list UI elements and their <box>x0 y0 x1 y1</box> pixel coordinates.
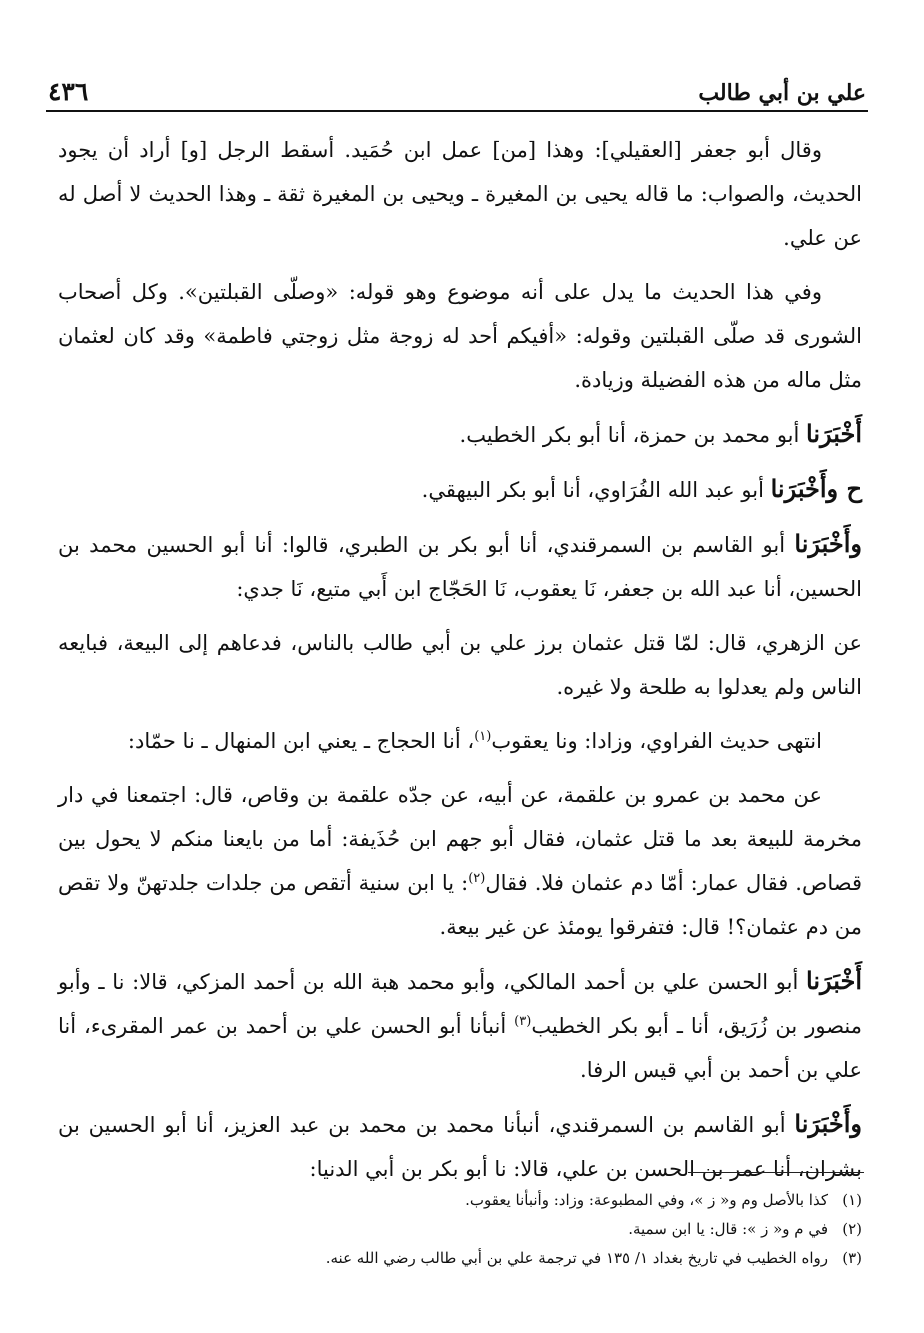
isnad-keyword: أَخْبَرَنا <box>806 966 862 995</box>
running-title: علي بن أبي طالب <box>698 80 866 106</box>
paragraph-7 <box>58 719 862 763</box>
footnote-1 <box>60 1186 862 1215</box>
isnad-keyword: أَخْبَرَنا <box>806 419 862 448</box>
paragraph-text: أبو عبد الله الفُرَاوي، أنا أبو بكر البيهقي. <box>421 478 771 502</box>
footnote-text: رواه الخطيب في تاريخ بغداد ١/ ١٣٥ في ترجمة علي بن أبي طالب رضي الله عنه. <box>325 1249 828 1267</box>
paragraph-text: وقال أبو جعفر [العقيلي]: وهذا [من] عمل ابن حُمَيد. أسقط الرجل [و] أراد أن يجود الحديث، والصواب: ما قاله يحيى بن المغيرة ـ ويحيى بن المغيرة ثقة ـ وهذا الحديث لا أصل له عن علي. <box>58 138 862 250</box>
paragraph-text: أبو القاسم بن السمرقندي، أنبأنا محمد بن محمد بن عبد العزيز، أنا أبو الحسين بن بشران، أنا عمر بن الحسن بن علي، قالا: نا أبو بكر بن أبي الدنيا: <box>58 1113 862 1181</box>
footnote-marker[interactable]: (٣) <box>514 1014 532 1029</box>
footnote-3 <box>60 1244 862 1273</box>
page-number: ٤٣٦ <box>48 77 89 106</box>
footnote-number: (٣) <box>842 1249 862 1267</box>
paragraph-1 <box>58 128 862 260</box>
paragraph-text: انتهى حديث الفراوي، وزادا: ونا يعقوب <box>491 729 822 753</box>
paragraph-text: أنبأنا أبو الحسن علي بن أحمد بن عمر المقرىء، أنا علي بن أحمد بن أبي قيس الرفا. <box>58 1014 862 1082</box>
paragraph-text: : يا ابن سنية أتقص من جلدات جلدتهنّ ولا تقص من دم عثمان؟! قال: فتفرقوا يومئذ عن غير بيعة. <box>58 871 862 939</box>
isnad-keyword: وأَخْبَرَنا <box>794 529 862 558</box>
isnad-keyword: ح وأَخْبَرَنا <box>770 474 862 503</box>
paragraph-text: عن محمد بن عمرو بن علقمة، عن أبيه، عن جدّه علقمة بن وقاص، قال: اجتمعنا في دار مخرمة للبيعة بعد ما قتل عثمان، فقال أبو جهم ابن حُذَيفة: أما من بايعنا منكم لا يحول بين قصاص. فقال عمار: أمّا دم عثمان فلا. فقال <box>58 783 862 895</box>
paragraph-text: ، أنا الحجاج ـ يعني ابن المنهال ـ نا حمّاد: <box>127 729 475 753</box>
footnote-text: في م و« ز »: قال: يا ابن سمية. <box>628 1220 828 1238</box>
paragraph-2 <box>58 270 862 402</box>
paragraph-text: عن الزهري، قال: لمّا قتل عثمان برز علي بن أبي طالب بالناس، فدعاهم إلى البيعة، فبايعه الناس ولم يعدلوا به طلحة ولا غيره. <box>58 631 862 699</box>
paragraph-8 <box>58 773 862 949</box>
footnote-marker[interactable]: (١) <box>474 729 492 744</box>
paragraph-4 <box>58 467 862 512</box>
paragraph-text: وفي هذا الحديث ما يدل على أنه موضوع وهو قوله: «وصلّى القبلتين». وكل أصحاب الشورى قد صلّى القبلتين وقوله: «أفيكم أحد له زوجة مثل زوجتي فاطمة» وقد كان لعثمان مثل ماله من هذه الفضيلة وزيادة. <box>58 280 862 392</box>
paragraph-6 <box>58 621 862 709</box>
paragraph-text: أبو القاسم بن السمرقندي، أنا أبو بكر بن الطبري، قالوا: أنا أبو الحسين محمد بن الحسين، أنا عبد الله بن جعفر، نَا يعقوب، نَا الحَجّاج ابن أَبي متيع، نَا جدي: <box>58 533 862 601</box>
header-rule <box>46 110 868 112</box>
footnote-2 <box>60 1215 862 1244</box>
footnote-number: (١) <box>842 1191 862 1209</box>
footnotes <box>60 1186 862 1273</box>
paragraph-10 <box>58 1102 862 1191</box>
footnote-marker[interactable]: (٢) <box>468 871 486 886</box>
footnote-separator <box>688 1172 864 1173</box>
paragraph-5 <box>58 522 862 611</box>
paragraph-text: أبو الحسن علي بن أحمد المالكي، وأبو محمد هبة الله بن أحمد المزكي، قالا: نا ـ وأبو منصور بن زُرَيق، أنا ـ أبو بكر الخطيب <box>58 970 862 1038</box>
page-header <box>48 62 866 106</box>
isnad-keyword: وأَخْبَرَنا <box>794 1109 862 1138</box>
paragraph-9 <box>58 959 862 1092</box>
footnote-text: كذا بالأصل وم و« ز »، وفي المطبوعة: وزاد: وأنبأنا يعقوب. <box>465 1191 828 1209</box>
main-text <box>58 128 862 1201</box>
paragraph-3 <box>58 412 862 457</box>
paragraph-text: أبو محمد بن حمزة، أنا أبو بكر الخطيب. <box>459 423 807 447</box>
footnote-number: (٢) <box>842 1220 862 1238</box>
